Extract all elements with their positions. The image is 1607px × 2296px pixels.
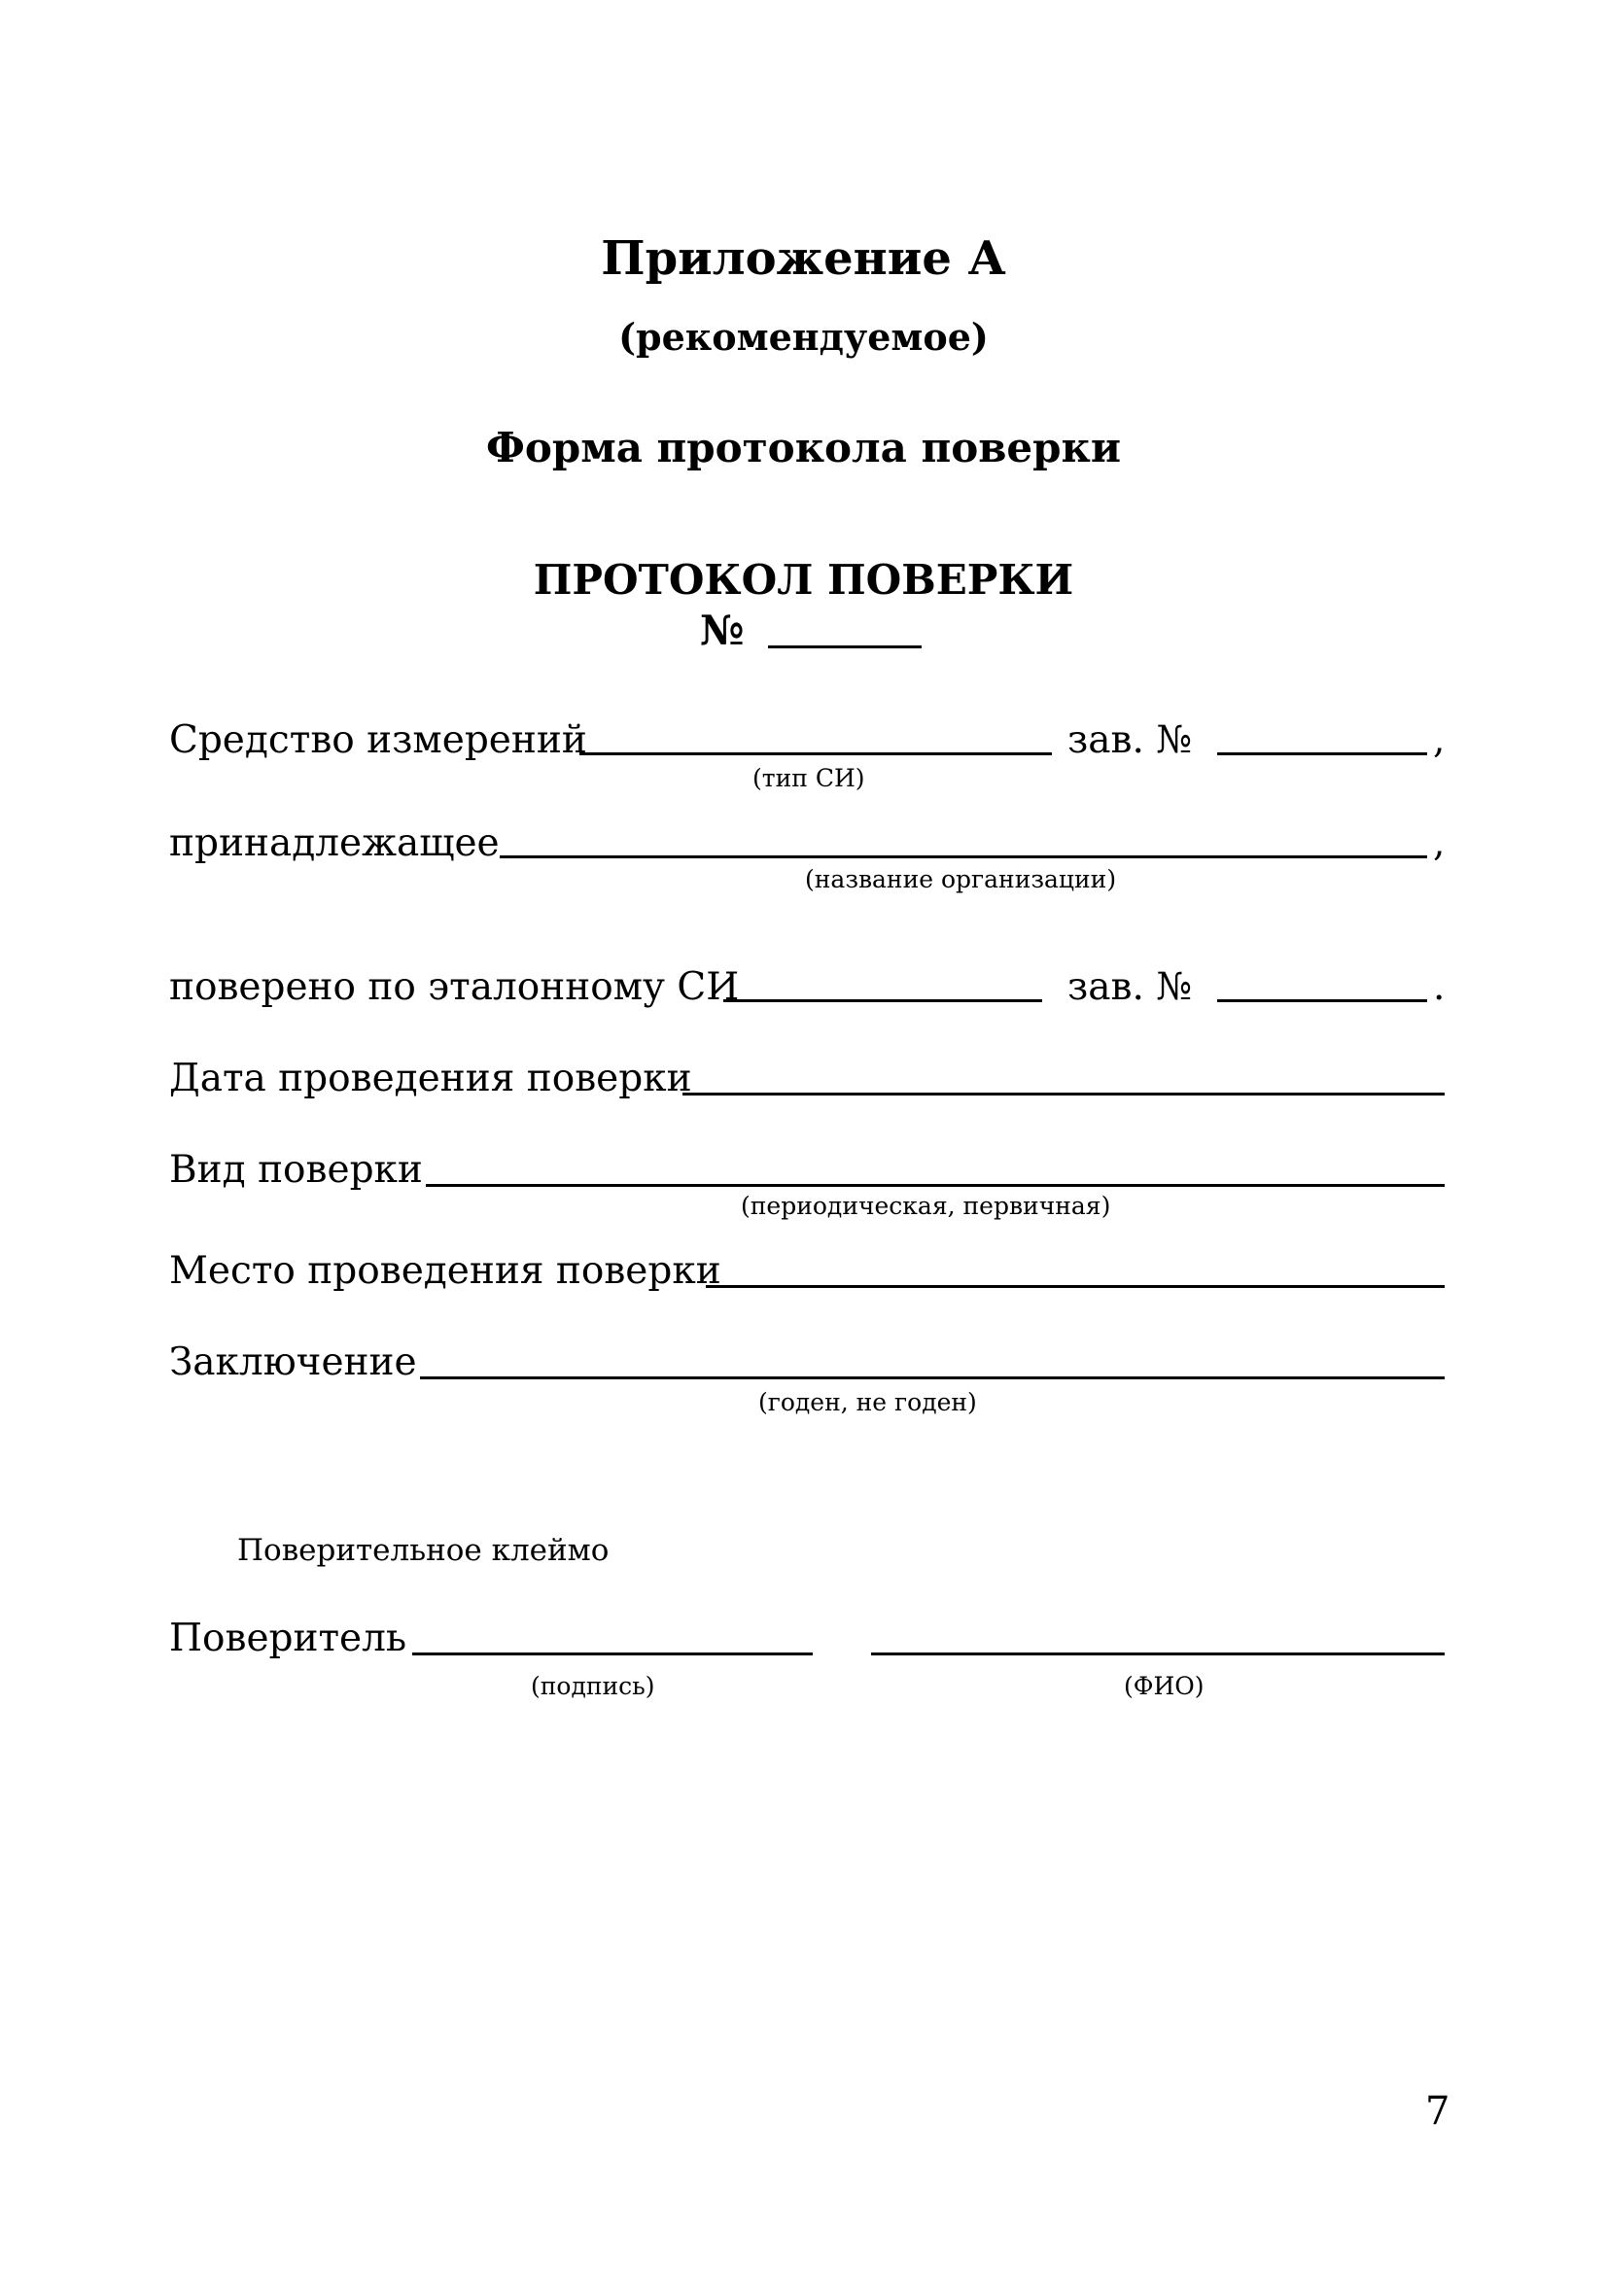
appendix-status: (рекомендуемое) bbox=[618, 315, 989, 359]
appendix-title: Приложение А bbox=[601, 231, 1006, 286]
number-sign: № bbox=[700, 607, 745, 654]
owner-label: принадлежащее bbox=[169, 821, 500, 865]
owner-line[interactable] bbox=[500, 855, 1427, 858]
verifier-label: Поверитель bbox=[169, 1617, 407, 1660]
signature-line[interactable] bbox=[412, 1652, 813, 1655]
type-label: Вид поверки bbox=[169, 1148, 423, 1192]
serial-label: зав. № bbox=[1067, 718, 1193, 762]
form-title: Форма протокола поверки bbox=[485, 424, 1121, 471]
serial-number-line[interactable] bbox=[1217, 752, 1427, 755]
conclusion-line[interactable] bbox=[420, 1376, 1445, 1379]
protocol-number-line[interactable] bbox=[768, 645, 922, 648]
type-line[interactable] bbox=[426, 1184, 1445, 1187]
place-line[interactable] bbox=[706, 1285, 1445, 1288]
place-label: Место проведения поверки bbox=[169, 1249, 721, 1293]
protocol-title: ПРОТОКОЛ ПОВЕРКИ bbox=[533, 556, 1074, 604]
instrument-label: Средство измерений bbox=[169, 718, 587, 762]
stamp-label: Поверительное клеймо bbox=[237, 1533, 610, 1568]
signature-caption: (подпись) bbox=[531, 1672, 655, 1700]
owner-caption: (название организации) bbox=[805, 865, 1117, 893]
date-label: Дата проведения поверки bbox=[169, 1057, 692, 1100]
name-line[interactable] bbox=[871, 1652, 1445, 1655]
instrument-type-line[interactable] bbox=[579, 752, 1052, 755]
page-number: 7 bbox=[1425, 2089, 1450, 2134]
row2-comma: , bbox=[1433, 821, 1446, 865]
name-caption: (ФИО) bbox=[1124, 1672, 1205, 1700]
reference-serial-line[interactable] bbox=[1217, 999, 1427, 1002]
reference-serial-label: зав. № bbox=[1067, 965, 1193, 1009]
row1-comma: , bbox=[1433, 718, 1446, 762]
conclusion-label: Заключение bbox=[169, 1340, 417, 1384]
reference-line[interactable] bbox=[723, 999, 1042, 1002]
date-line[interactable] bbox=[682, 1093, 1445, 1096]
row3-period: . bbox=[1433, 965, 1446, 1009]
reference-label: поверено по эталонному СИ bbox=[169, 965, 740, 1009]
conclusion-caption: (годен, не годен) bbox=[758, 1388, 977, 1416]
type-caption: (периодическая, первичная) bbox=[741, 1192, 1111, 1220]
instrument-caption: (тип СИ) bbox=[752, 764, 865, 792]
